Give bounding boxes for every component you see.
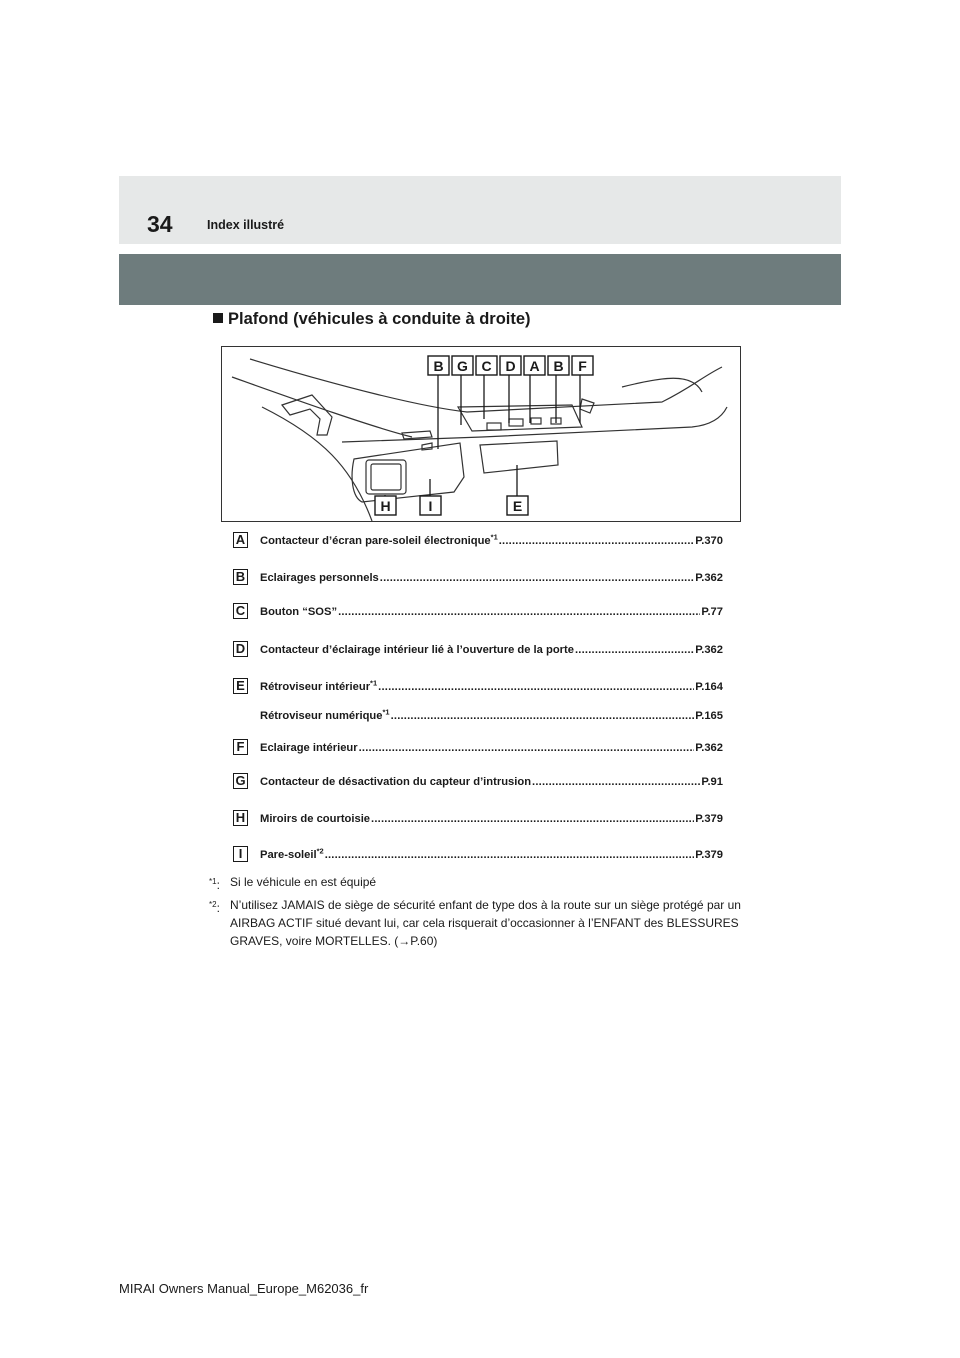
- item-key-badge: I: [233, 846, 248, 862]
- index-item: [233, 707, 723, 727]
- dot-leader: [378, 681, 694, 693]
- item-key-badge: C: [233, 603, 248, 619]
- dot-leader: [371, 813, 694, 825]
- item-footnote-mark: *1: [382, 707, 390, 717]
- svg-text:H: H: [380, 498, 391, 514]
- dot-leader: [391, 710, 695, 722]
- index-item: [233, 773, 723, 793]
- page-number: 34: [147, 211, 173, 237]
- item-label: Contacteur de désactivation du capteur d’intrusion: [260, 776, 532, 788]
- page-reference-link[interactable]: P.362: [695, 742, 723, 754]
- dot-leader: [532, 776, 700, 788]
- svg-text:C: C: [481, 358, 492, 374]
- svg-text:B: B: [433, 358, 444, 374]
- item-key-badge: B: [233, 569, 248, 585]
- console-button: [531, 418, 541, 424]
- item-label: Eclairage intérieur: [260, 742, 358, 754]
- item-key-badge: H: [233, 810, 248, 826]
- item-key-badge: G: [233, 773, 248, 789]
- item-entry[interactable]: [260, 707, 723, 722]
- item-entry[interactable]: [260, 532, 723, 547]
- footnote-mark: $^{*1}$:: [209, 877, 220, 892]
- dot-leader: [575, 644, 694, 656]
- sun-visor: [352, 443, 464, 502]
- svg-text:F: F: [578, 358, 587, 374]
- item-key-badge: D: [233, 641, 248, 657]
- callout-i: [420, 496, 441, 515]
- callout-c: [476, 356, 497, 375]
- dot-leader: [359, 742, 695, 754]
- item-label: Pare-soleil$^{*2}$: [260, 846, 324, 861]
- item-label: Rétroviseur numérique$^{*1}$: [260, 707, 390, 722]
- page-reference-link[interactable]: P.379: [695, 849, 723, 861]
- vanity-mirror-inner: [371, 464, 401, 490]
- dot-leader: [338, 606, 700, 618]
- index-item: [233, 810, 723, 830]
- ceiling-drawing: [222, 347, 740, 521]
- callout-h: [375, 496, 396, 515]
- item-entry[interactable]: [260, 776, 723, 788]
- item-key-badge: E: [233, 678, 248, 694]
- item-entry[interactable]: [260, 606, 723, 618]
- item-entry[interactable]: [260, 813, 723, 825]
- page-reference-link[interactable]: P.165: [695, 710, 723, 722]
- page-reference-link[interactable]: P.370: [695, 535, 723, 547]
- svg-text:I: I: [428, 498, 433, 514]
- callout-b: [428, 356, 449, 375]
- index-item: [233, 603, 723, 623]
- subheading: [213, 310, 531, 329]
- callout-g: [452, 356, 473, 375]
- page-reference-link[interactable]: P.164: [695, 681, 723, 693]
- item-footnote-mark: *1: [370, 678, 378, 688]
- svg-text:G: G: [457, 358, 468, 374]
- item-entry[interactable]: [260, 846, 723, 861]
- callout-f: [572, 356, 593, 375]
- item-label: Contacteur d’éclairage intérieur lié à l’ouverture de la porte: [260, 644, 574, 656]
- grab-handle: [282, 395, 332, 435]
- vanity-mirror: [366, 460, 406, 494]
- svg-text:A: A: [529, 358, 540, 374]
- console-button: [487, 423, 501, 430]
- footnote-1: [209, 873, 749, 891]
- index-item: [233, 846, 723, 866]
- index-item: [233, 739, 723, 759]
- svg-text:E: E: [512, 498, 523, 514]
- page-reference-link[interactable]: P.362: [695, 644, 723, 656]
- section-title: Index illustré: [207, 218, 285, 232]
- square-bullet-icon: [213, 313, 223, 323]
- item-entry[interactable]: [260, 572, 723, 584]
- callout-e: [507, 496, 528, 515]
- item-footnote-mark: *1: [490, 532, 498, 542]
- page-reference-link[interactable]: P.91: [701, 776, 723, 788]
- subheading-text: Plafond (véhicules à conduite à droite): [228, 310, 531, 328]
- footer-doc-id: MIRAI Owners Manual_Europe_M62036_fr: [119, 1281, 369, 1296]
- item-entry[interactable]: [260, 678, 723, 693]
- item-label: Rétroviseur intérieur$^{*1}$: [260, 678, 378, 693]
- header-band: [119, 176, 841, 244]
- dot-leader: [499, 535, 694, 547]
- item-entry[interactable]: [260, 742, 723, 754]
- dot-leader: [380, 572, 694, 584]
- dot-leader: [325, 849, 695, 861]
- roof-edge: [622, 378, 702, 392]
- index-item: [233, 569, 723, 589]
- callout-d: [500, 356, 521, 375]
- svg-text:D: D: [505, 358, 516, 374]
- roof-edge: [262, 407, 372, 521]
- svg-text:B: B: [553, 358, 564, 374]
- callout-a: [524, 356, 545, 375]
- callout-b: [548, 356, 569, 375]
- footnote-text: Si le véhicule en est équipé: [230, 875, 377, 889]
- page-reference-link[interactable]: P.77: [701, 606, 723, 618]
- rear-view-mirror: [480, 441, 558, 473]
- item-entry[interactable]: [260, 644, 723, 656]
- item-key-badge: F: [233, 739, 248, 755]
- item-label: Bouton “SOS”: [260, 606, 338, 618]
- console-button: [509, 419, 523, 426]
- index-item: [233, 641, 723, 661]
- section-band: [119, 254, 841, 305]
- roof-outline: [232, 377, 412, 437]
- item-label: Miroirs de courtoisie: [260, 813, 371, 825]
- item-footnote-mark: *2: [316, 846, 324, 856]
- page-reference-link[interactable]: P.362: [695, 572, 723, 584]
- index-item: [233, 532, 723, 552]
- item-label: Contacteur d’écran pare-soleil électronique$^{*1}$: [260, 532, 498, 547]
- page-reference-link[interactable]: P.379: [695, 813, 723, 825]
- index-item: [233, 678, 723, 698]
- footnote-mark: $^{*2}$:: [209, 900, 220, 915]
- item-label: Eclairages personnels: [260, 572, 379, 584]
- footnote-text: N’utilisez JAMAIS de siège de sécurité enfant de type dos à la route sur un siège protégé par un AIRBAG ACTIF situé devant lui, car cela risquerait d’occasionner à l’ENFANT des BLESSURES GRAVES, voire MORTELLES. (→P.60): [230, 898, 741, 948]
- item-key-badge: A: [233, 532, 248, 548]
- footnote-2: [209, 896, 749, 950]
- ceiling-illustration: [221, 346, 741, 522]
